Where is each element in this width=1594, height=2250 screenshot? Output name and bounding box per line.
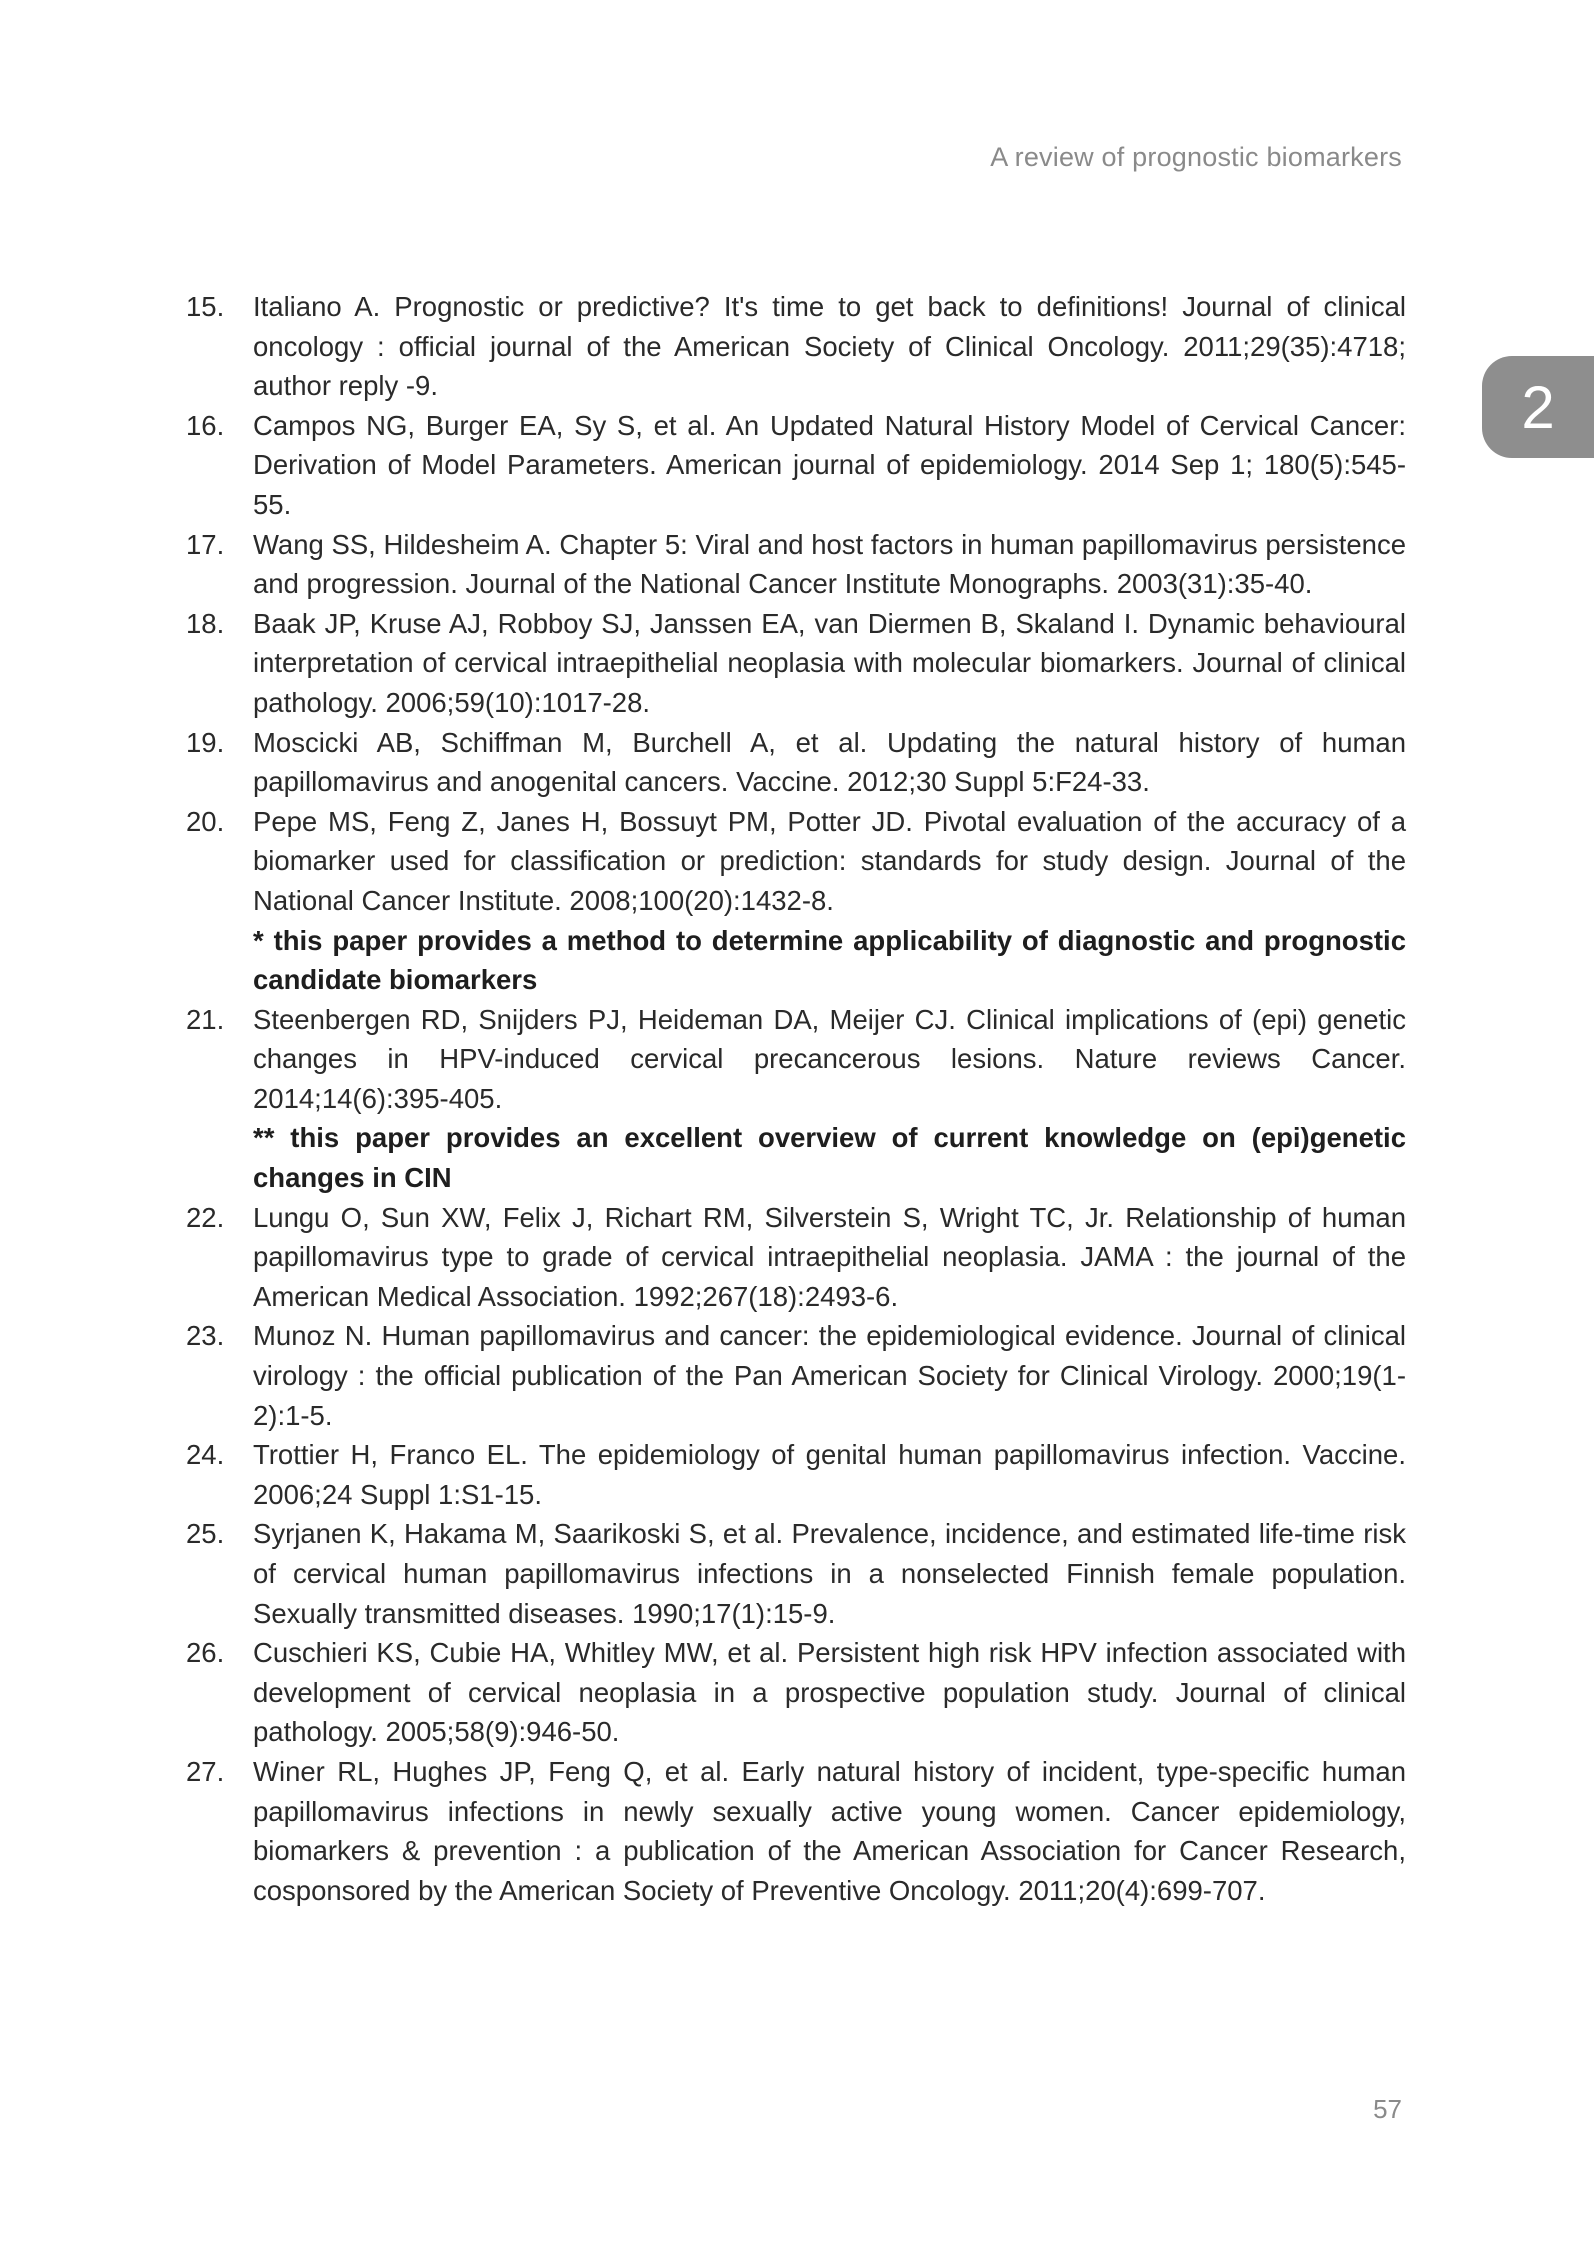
reference-number: 15. xyxy=(186,291,225,322)
reference-item xyxy=(0,525,1594,604)
reference-text: Trottier H, Franco EL. The epidemiology of genital human papillomavirus infection. Vaccine. 2006;24 Suppl 1:S1-15. xyxy=(253,1439,1406,1510)
running-header: A review of prognostic biomarkers xyxy=(990,142,1402,172)
reference-number: 20. xyxy=(186,805,225,837)
reference-text: Winer RL, Hughes JP, Feng Q, et al. Early natural history of incident, type-specific human papillomavirus infections in newly sexually active young women. Cancer epidemiology, biomarkers & prevention : a publication of the American Association for Cancer Research, cosponsored by the American Society of Preventive Oncology. 2011;20(4):699-707. xyxy=(253,1755,1406,1906)
chapter-number: 2 xyxy=(1521,373,1555,441)
reference-number: 17. xyxy=(186,528,225,560)
page-number: 57 xyxy=(1373,2094,1402,2124)
reference-annotation: ** this paper provides an excellent overview of current knowledge on (epi)genetic changes in CIN xyxy=(253,1122,1406,1194)
reference-item xyxy=(0,287,1594,406)
reference-text: Italiano A. Prognostic or predictive? It's time to get back to definitions! Journal of clinical oncology : official journal of the American Society of Clinical Oncology. 2011;29(35):4718; author reply -9. xyxy=(253,291,1406,402)
reference-text: Moscicki AB, Schiffman M, Burchell A, et al. Updating the natural history of human papillomavirus and anogenital cancers. Vaccine. 2012;30 Suppl 5:F24-33. xyxy=(253,726,1406,798)
reference-number: 21. xyxy=(186,1003,225,1035)
reference-number: 27. xyxy=(186,1755,225,1787)
reference-number: 18. xyxy=(186,607,225,639)
reference-item xyxy=(0,1198,1594,1317)
reference-item xyxy=(0,1000,1594,1198)
reference-text: Campos NG, Burger EA, Sy S, et al. An Updated Natural History Model of Cervical Cancer: Derivation of Model Parameters. American journal of epidemiology. 2014 Sep 1; 180(5):545-55. xyxy=(253,409,1406,520)
reference-text: Lungu O, Sun XW, Felix J, Richart RM, Silverstein S, Wright TC, Jr. Relationship of human papillomavirus type to grade of cervical intraepithelial neoplasia. JAMA : the journal of the American Medical Association. 1992;267(18):2493-6. xyxy=(253,1201,1406,1312)
reference-text: Cuschieri KS, Cubie HA, Whitley MW, et al. Persistent high risk HPV infection associated with development of cervical neoplasia in a prospective population study. Journal of clinical pathology. 2005;58(9):946-50. xyxy=(253,1637,1406,1748)
reference-text: Pepe MS, Feng Z, Janes H, Bossuyt PM, Potter JD. Pivotal evaluation of the accuracy of a biomarker used for classification or prediction: standards for study design. Journal of the National Cancer Institute. 2008;100(20):1432-8. xyxy=(253,805,1406,916)
reference-number: 23. xyxy=(186,1320,225,1352)
reference-item xyxy=(0,1633,1594,1752)
reference-number: 26. xyxy=(186,1637,225,1669)
reference-item xyxy=(0,723,1594,802)
reference-text: Wang SS, Hildesheim A. Chapter 5: Viral and host factors in human papillomavirus persistence and progression. Journal of the National Cancer Institute Monographs. 2003(31):35-40. xyxy=(253,528,1406,600)
reference-number: 19. xyxy=(186,726,225,758)
reference-text: Syrjanen K, Hakama M, Saarikoski S, et al. Prevalence, incidence, and estimated life-time risk of cervical human papillomavirus infections in a nonselected Finnish female population. Sexually transmitted diseases. 1990;17(1):15-9. xyxy=(253,1518,1406,1629)
reference-number: 25. xyxy=(186,1518,225,1550)
reference-text: Baak JP, Kruse AJ, Robboy SJ, Janssen EA, van Diermen B, Skaland I. Dynamic behavioural interpretation of cervical intraepithelial neoplasia with molecular biomarkers. Journal of clinical pathology. 2006;59(10):1017-28. xyxy=(253,607,1406,718)
reference-text: Munoz N. Human papillomavirus and cancer: the epidemiological evidence. Journal of clinical virology : the official publication of the Pan American Society for Clinical Virology. 2000;19(1-2):1-5. xyxy=(253,1320,1406,1431)
reference-number: 24. xyxy=(186,1439,225,1471)
reference-list xyxy=(0,287,1594,1910)
reference-item xyxy=(0,1316,1594,1435)
reference-number: 16. xyxy=(186,409,225,441)
reference-number: 22. xyxy=(186,1201,225,1233)
reference-item xyxy=(0,604,1594,723)
reference-item xyxy=(0,1514,1594,1633)
reference-item xyxy=(0,1435,1594,1514)
reference-text: Steenbergen RD, Snijders PJ, Heideman DA, Meijer CJ. Clinical implications of (epi) genetic changes in HPV-induced cervical precancerous lesions. Nature reviews Cancer. 2014;14(6):395-405. xyxy=(253,1003,1406,1114)
reference-annotation: * this paper provides a method to determine applicability of diagnostic and prognostic candidate biomarkers xyxy=(253,924,1406,996)
reference-item xyxy=(0,406,1594,525)
reference-item xyxy=(0,802,1594,1000)
reference-item xyxy=(0,1752,1594,1910)
